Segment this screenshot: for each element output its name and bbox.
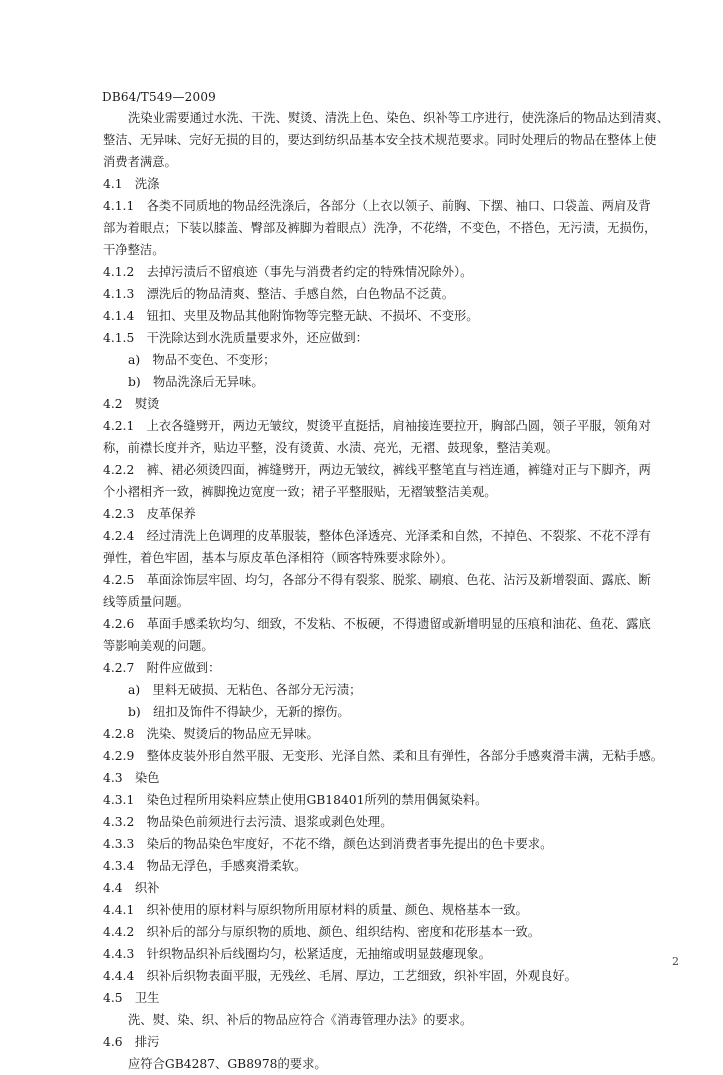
text-line: 洗、熨、染、织、补后的物品应符合《消毒管理办法》的要求。 — [128, 1013, 473, 1027]
text-line: 4.4.1 织补使用的原材料与原织物所用原材料的质量、颜色、规格基本一致。 — [103, 903, 528, 917]
text-line: 4.6 排污 — [103, 1035, 160, 1049]
text-line: 4.1.3 漂洗后的物品清爽、整洁、手感自然，白色物品不泛黄。 — [103, 287, 455, 301]
text-line: a) 物品不变色、不变形； — [128, 353, 276, 367]
text-line: 4.4 织补 — [103, 881, 160, 895]
text-line: 4.1 洗涤 — [103, 177, 160, 191]
text-line: 4.4.2 织补后的部分与原织物的质地、颜色、组织结构、密度和花形基本一致。 — [103, 925, 541, 939]
text-line: 4.3.4 物品无浮色，手感爽滑柔软。 — [103, 859, 307, 873]
text-line: 4.2.3 皮革保养 — [103, 507, 196, 521]
text-line: 称，前襟长度并齐，贴边平整，没有烫黄、水渍、亮光，无褶、鼓现象，整洁美观。 — [103, 441, 558, 455]
text-line: 4.2.6 革面手感柔软均匀、细致，不发粘、不板硬，不得遗留或新增明显的压痕和油花、鱼花、露底 — [103, 617, 651, 631]
text-line: 干净整洁。 — [103, 243, 165, 257]
text-line: 线等质量问题。 — [103, 595, 190, 609]
text-line: 4.4.4 织补后织物表面平服，无残丝、毛屑、厚边，工艺细致，织补牢固，外观良好。 — [103, 969, 577, 983]
text-line: 个小褶相齐一致，裤脚挽边宽度一致；裙子平整服贴，无褶皱整洁美观。 — [103, 485, 497, 499]
text-line: 4.2.7 附件应做到： — [103, 661, 221, 675]
text-line: 4.2.2 裤、裙必须烫四面，裤缝劈开，两边无皱纹，裤线平整笔直与裆连通，裤缝对正与下脚齐，两 — [103, 463, 651, 477]
text-line: 4.3.2 物品染色前须进行去污渍、退浆或剥色处理。 — [103, 815, 393, 829]
text-line: 4.2 熨烫 — [103, 397, 160, 411]
text-line: 等影响美观的问题。 — [103, 639, 214, 653]
text-line: 洗染业需要通过水洗、干洗、熨烫、清洗上色、染色、织补等工序进行，使洗涤后的物品达到清爽、 — [128, 111, 670, 125]
text-line: 4.2.1 上衣各缝劈开，两边无皱纹，熨烫平直挺括，肩袖接连要拉开，胸部凸圆，领子平服，领角对 — [103, 419, 651, 433]
text-line: 4.1.4 钮扣、夹里及物品其他附饰物等完整无缺、不损坏、不变形。 — [103, 309, 479, 323]
text-line: 4.2.8 洗染、熨烫后的物品应无异味。 — [103, 727, 319, 741]
document-body — [103, 107, 683, 1075]
page-number: 2 — [672, 955, 679, 968]
text-line: 4.1.1 各类不同质地的物品经洗涤后，各部分（上衣以领子、前胸、下摆、袖口、口袋盖、两肩及背 — [103, 199, 651, 213]
text-line: 部为着眼点；下装以膝盖、臀部及裤脚为着眼点）洗净，不花绺，不变色，不搭色，无污渍，无损伤， — [103, 221, 657, 235]
text-line: 4.3.1 染色过程所用染料应禁止使用GB18401所列的禁用偶氮染料。 — [103, 793, 488, 807]
text-line: 4.3 染色 — [103, 771, 160, 785]
text-line: b) 纽扣及饰件不得缺少，无新的擦伤。 — [128, 705, 350, 719]
text-line: 4.2.4 经过清洗上色调理的皮革服装，整体色泽透亮、光泽柔和自然，不掉色、不裂浆、不花不浮有 — [103, 529, 651, 543]
text-line: 消费者满意。 — [103, 155, 177, 169]
text-line: 4.2.5 革面涂饰层牢固、均匀，各部分不得有裂浆、脱浆、刷痕、色花、沾污及新增裂面、露底、断 — [103, 573, 651, 587]
text-line: 弹性，着色牢固，基本与原皮革色泽相符（顾客特殊要求除外）。 — [103, 551, 454, 565]
text-line: 应符合GB4287、GB8978的要求。 — [128, 1057, 327, 1071]
text-line: 4.2.9 整体皮装外形自然平服、无变形、光泽自然、柔和且有弹性，各部分手感爽滑丰满，无粘手感。 — [103, 749, 664, 763]
standard-code-header: DB64/T549—2009 — [102, 90, 216, 104]
text-line: a) 里料无破损、无粘色、各部分无污渍； — [128, 683, 362, 697]
text-line: 4.1.5 干洗除达到水洗质量要求外，还应做到： — [103, 331, 368, 345]
text-line: 整洁、无异味、完好无损的目的，要达到纺织品基本安全技术规范要求。同时处理后的物品在整体上使 — [103, 133, 657, 147]
text-line: 4.4.3 针织物品织补后线圈均匀，松紧适度，无抽缩或明显鼓瘪现象。 — [103, 947, 491, 961]
text-line: 4.1.2 去掉污渍后不留痕迹（事先与消费者约定的特殊情况除外）。 — [103, 265, 473, 279]
text-line: 4.5 卫生 — [103, 991, 160, 1005]
text-line: b) 物品洗涤后无异味。 — [128, 375, 264, 389]
text-line: 4.3.3 染后的物品染色牢度好，不花不绺，颜色达到消费者事先提出的色卡要求。 — [103, 837, 553, 851]
